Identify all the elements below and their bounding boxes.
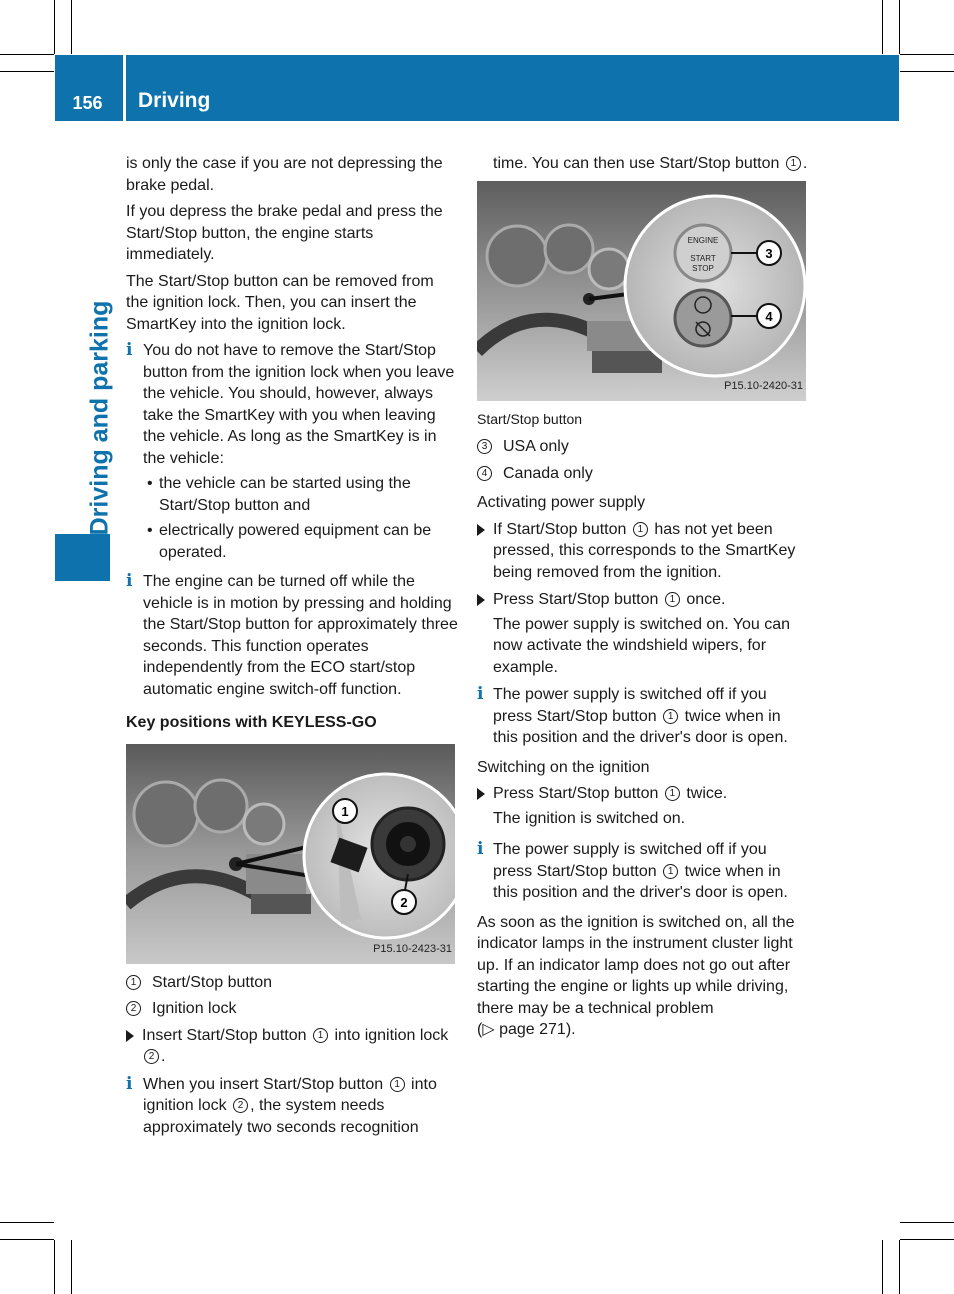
start-label: START (690, 253, 716, 263)
info-icon: i (126, 1073, 133, 1094)
crop-mark (900, 1239, 954, 1240)
page-reference-link[interactable]: (▷ page 271). (477, 1021, 576, 1038)
stop-label: STOP (692, 263, 714, 273)
legend-item: 1 Start/Stop button (126, 972, 458, 994)
info-icon: i (477, 684, 484, 704)
info-note: i The power supply is switched off if you press Start/Stop button 1 twice when in this position and the driver's door is open. (477, 839, 788, 901)
instruction-step: Press Start/Stop button 1 once. The power supply is switched on. You can now activate the windshield wipers, for example. (477, 589, 809, 678)
crop-mark (899, 0, 900, 54)
info-note: i When you insert Start/Stop button 1 into ignition lock 2 , the system needs approximately two seconds recognition (126, 1073, 437, 1136)
crop-mark (900, 71, 954, 72)
crop-mark (0, 54, 54, 55)
info-icon: i (126, 571, 133, 591)
crop-mark (0, 1239, 54, 1240)
step-result: The power supply is switched on. You can now activate the windshield wipers, for example. (493, 615, 791, 676)
figure-code: P15.10-2423-31 (373, 943, 452, 955)
crop-mark (882, 1240, 883, 1294)
section-label: Switching on the ignition (477, 758, 650, 776)
chapter-label: Driving and parking (85, 300, 114, 536)
step-arrow-icon (477, 788, 485, 800)
chapter-tab-marker (55, 534, 110, 581)
info-icon: i (477, 839, 484, 859)
step-result: The ignition is switched on. (493, 809, 686, 827)
paragraph: is only the case if you are not depressing the brake pedal. (126, 155, 443, 194)
callout-2: 2 (400, 894, 408, 910)
right-column (477, 153, 809, 1046)
paragraph: time. You can then use Start/Stop button 1 . (493, 155, 808, 172)
crop-mark (899, 1240, 900, 1294)
note-text: The engine can be turned off while the vehicle is in motion by pressing and holding the Start/Stop button for approximately three seconds. This function operates independently from the ECO start/stop automatic engine switch-off function. (143, 573, 458, 698)
callout-4: 4 (765, 308, 773, 324)
step-arrow-icon (126, 1030, 134, 1042)
crop-mark (71, 0, 72, 54)
note-text: You do not have to remove the Start/Stop button from the ignition lock when you leave the vehicle. You should, however, always take the SmartKey with you when leaving the vehicle. As long as the SmartKey is in the vehicle: (143, 342, 455, 467)
crop-mark (0, 71, 54, 72)
crop-mark (54, 0, 55, 54)
crop-mark (900, 1222, 954, 1223)
callout-1: 1 (341, 803, 349, 819)
figure-code: P15.10-2420-31 (724, 380, 803, 392)
crop-mark (71, 1240, 72, 1294)
page-number: 156 (72, 93, 103, 113)
crop-mark (882, 0, 883, 54)
crop-mark (54, 1240, 55, 1294)
instruction-step: Insert Start/Stop button 1 into ignition lock 2 . (126, 1025, 458, 1068)
keyless-go-figure (126, 744, 455, 964)
dashboard-photo (477, 181, 806, 401)
instruction-step: Press Start/Stop button 1 twice. The ignition is switched on. (477, 783, 809, 829)
list-item: • the vehicle can be started using the Start/Stop button and (147, 475, 411, 514)
engine-label: ENGINE (687, 235, 719, 245)
info-note (126, 340, 458, 563)
list-item: • electrically powered equipment can be operated. (147, 522, 432, 561)
legend-item: 2 Ignition lock (126, 998, 458, 1020)
dashboard-photo (126, 744, 455, 964)
info-note (126, 571, 458, 700)
subheading: Key positions with KEYLESS-GO (126, 714, 377, 731)
crop-mark (0, 1222, 54, 1223)
legend-item: 4 Canada only (477, 463, 809, 485)
section-title: Driving (138, 89, 211, 112)
paragraph: The Start/Stop button can be removed from the ignition lock. Then, you can insert the SmartKey into the ignition lock. (126, 272, 434, 333)
info-icon: i (126, 340, 133, 360)
section-label: Activating power supply (477, 494, 646, 511)
paragraph: If you depress the brake pedal and press the Start/Stop button, the engine starts immediately. (126, 203, 443, 263)
crop-mark (900, 54, 954, 55)
paragraph: As soon as the ignition is switched on, all the indicator lamps in the instrument cluster light up. If an indicator lamp does not go out after starting the engine or lights up while driving, there may be a technical problem (▷ page 271). (477, 913, 795, 1038)
left-column (126, 153, 458, 1146)
step-arrow-icon (477, 594, 485, 606)
start-stop-figure (477, 181, 806, 401)
instruction-step: If Start/Stop button 1 has not yet been pressed, this corresponds to the SmartKey being removed from the ignition. (477, 519, 809, 584)
bullet-list (143, 473, 458, 563)
figure-caption: Start/Stop button (477, 410, 583, 427)
step-arrow-icon (477, 524, 485, 536)
header-divider (123, 55, 126, 121)
callout-3: 3 (765, 245, 773, 261)
legend-item: 3 USA only (477, 436, 809, 458)
info-note: i The power supply is switched off if you press Start/Stop button 1 twice when in this position and the driver's door is open. (477, 684, 788, 746)
